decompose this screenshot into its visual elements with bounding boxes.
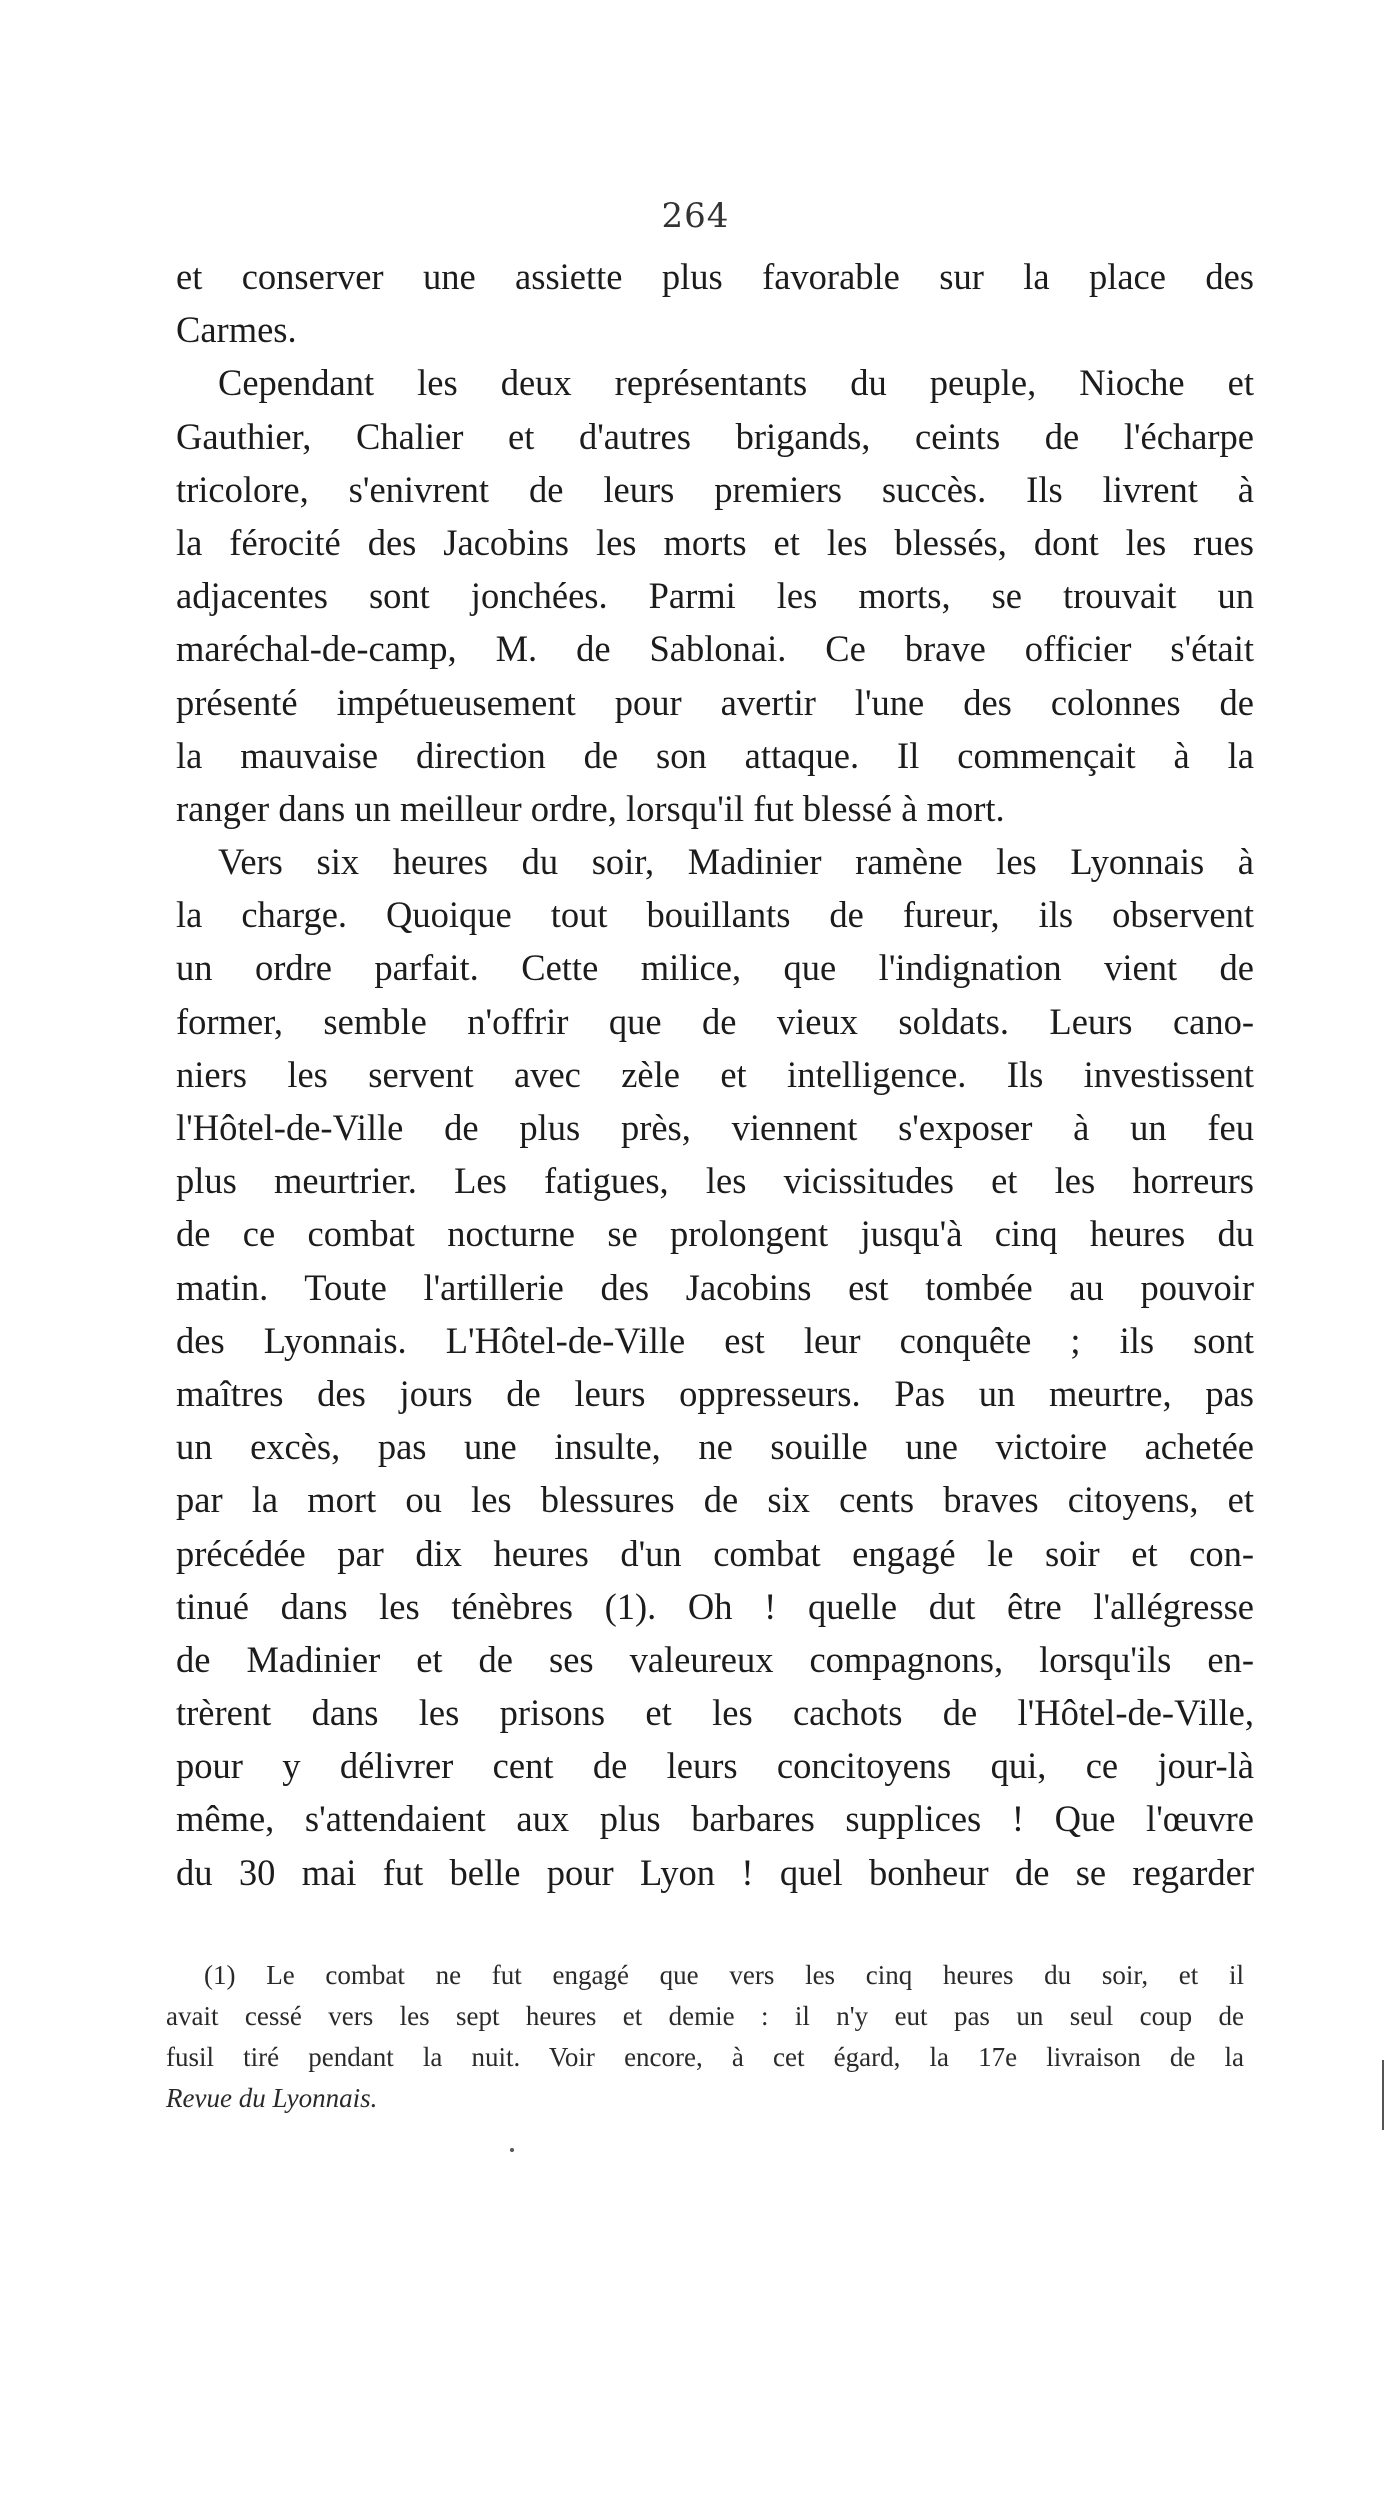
text-line: des Lyonnais. L'Hôtel-de-Ville est leur conquête ; ils sont bbox=[176, 1319, 1254, 1361]
text-line: Carmes. bbox=[176, 309, 297, 351]
text-line: du 30 mai fut belle pour Lyon ! quel bonheur de se regarder bbox=[176, 1851, 1254, 1893]
text-line: et conserver une assiette plus favorable sur la place des bbox=[176, 256, 1254, 297]
text-line: ranger dans un meilleur ordre, lorsqu'il fut blessé à mort. bbox=[176, 787, 1005, 829]
text-line: la férocité des Jacobins les morts et les blessés, dont les rues bbox=[176, 521, 1254, 563]
text-line: précédée par dix heures d'un combat engagé le soir et con- bbox=[176, 1532, 1254, 1574]
text-line: niers les servent avec zèle et intelligence. Ils investissent bbox=[176, 1053, 1254, 1095]
text-line: de ce combat nocturne se prolongent jusqu'à cinq heures du bbox=[176, 1213, 1254, 1255]
text-line: adjacentes sont jonchées. Parmi les morts, se trouvait un bbox=[176, 575, 1254, 617]
text-line: maîtres des jours de leurs oppresseurs. Pas un meurtre, pas bbox=[176, 1372, 1254, 1414]
footnote-line: avait cessé vers les sept heures et demie : il n'y eut pas un seul coup de bbox=[166, 2001, 1244, 2031]
page-number: 264 bbox=[661, 196, 730, 236]
text-line: pour y délivrer cent de leurs concitoyens qui, ce jour-là bbox=[176, 1745, 1254, 1787]
text-line: la charge. Quoique tout bouillants de fureur, ils observent bbox=[176, 894, 1254, 936]
text-line: un ordre parfait. Cette milice, que l'indignation vient de bbox=[176, 947, 1254, 989]
text-line: former, semble n'offrir que de vieux soldats. Leurs cano- bbox=[176, 1000, 1254, 1042]
text-line: Gauthier, Chalier et d'autres brigands, ceints de l'écharpe bbox=[176, 415, 1254, 457]
footnote-line: Revue du Lyonnais. bbox=[166, 2083, 378, 2113]
text-line: Cependant les deux représentants du peuple, Nioche et bbox=[218, 362, 1254, 404]
text-line: par la mort ou les blessures de six cents braves citoyens, et bbox=[176, 1479, 1254, 1521]
margin-rule bbox=[1382, 2060, 1384, 2130]
text-line: la mauvaise direction de son attaque. Il commençait à la bbox=[176, 734, 1254, 776]
print-speck bbox=[510, 2148, 514, 2152]
text-line: Vers six heures du soir, Madinier ramène les Lyonnais à bbox=[218, 841, 1254, 883]
text-line: trèrent dans les prisons et les cachots de l'Hôtel-de-Ville, bbox=[176, 1692, 1254, 1734]
text-line: plus meurtrier. Les fatigues, les vicissitudes et les horreurs bbox=[176, 1160, 1254, 1202]
footnote-line: (1) Le combat ne fut engagé que vers les cinq heures du soir, et il bbox=[204, 1960, 1244, 1990]
text-line: tricolore, s'enivrent de leurs premiers succès. Ils livrent à bbox=[176, 468, 1254, 510]
text-line: matin. Toute l'artillerie des Jacobins est tombée au pouvoir bbox=[176, 1266, 1254, 1308]
text-line: présenté impétueusement pour avertir l'une des colonnes de bbox=[176, 681, 1254, 723]
text-line: même, s'attendaient aux plus barbares supplices ! Que l'œuvre bbox=[176, 1798, 1254, 1840]
text-line: de Madinier et de ses valeureux compagnons, lorsqu'ils en- bbox=[176, 1638, 1254, 1680]
text-line: tinué dans les ténèbres (1). Oh ! quelle dut être l'allégresse bbox=[176, 1585, 1254, 1627]
text-line: l'Hôtel-de-Ville de plus près, viennent s'exposer à un feu bbox=[176, 1107, 1254, 1148]
body-text bbox=[176, 250, 1254, 1899]
footnotes bbox=[166, 1955, 1244, 2119]
text-line: maréchal-de-camp, M. de Sablonai. Ce brave officier s'était bbox=[176, 628, 1254, 670]
footnote-line: fusil tiré pendant la nuit. Voir encore, à cet égard, la 17e livraison de la bbox=[166, 2042, 1244, 2072]
text-line: un excès, pas une insulte, ne souille une victoire achetée bbox=[176, 1426, 1254, 1468]
